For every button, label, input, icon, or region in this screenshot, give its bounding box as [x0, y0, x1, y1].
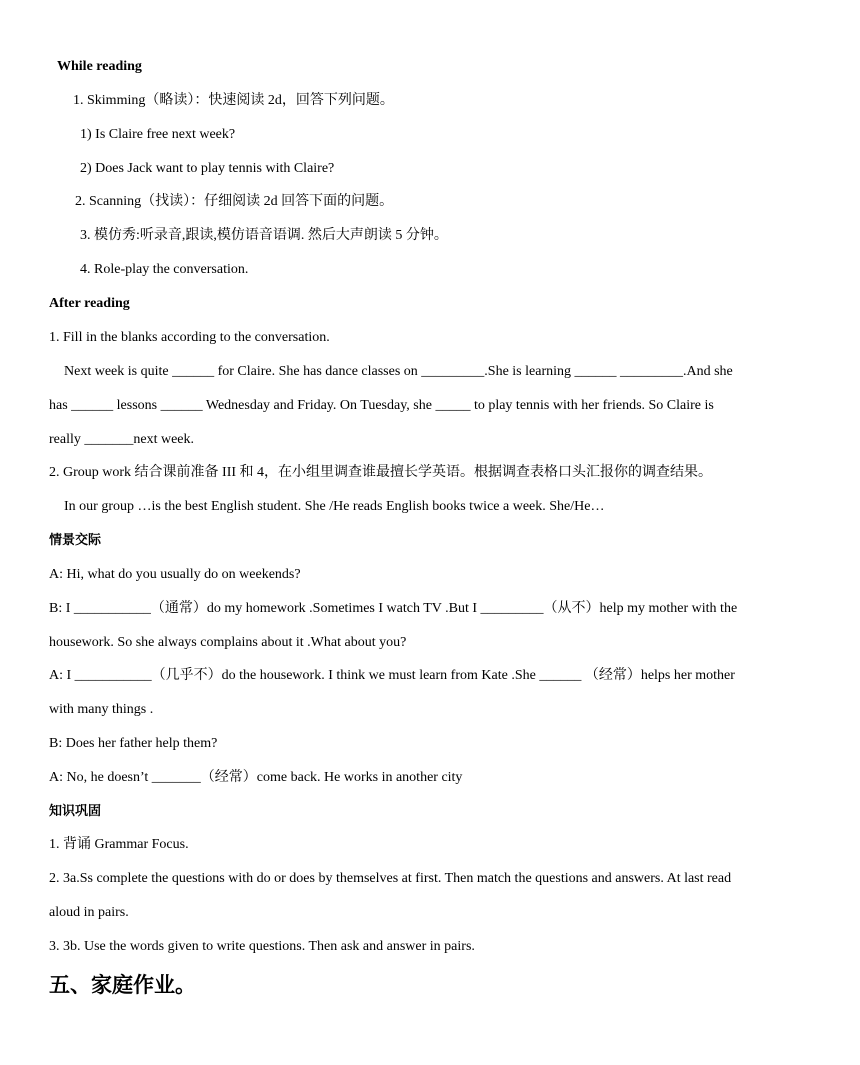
fill-blanks-text-line: Next week is quite ______ for Claire. She has dance classes on _________.She is learning ______ _________.And she — [64, 364, 733, 379]
fill-blanks-text-line: has ______ lessons ______ Wednesday and Friday. On Tuesday, she _____ to play tennis with her friends. So Claire is — [49, 398, 714, 413]
skimming-instruction: 1. Skimming（略读）：快速阅读 2d，回答下列问题。 — [73, 93, 394, 108]
homework-heading: 五、家庭作业。 — [49, 973, 196, 997]
while-reading-heading: While reading — [57, 59, 142, 74]
scanning-instruction: 2. Scanning（找读）：仔细阅读 2d 回答下面的问题。 — [75, 194, 394, 209]
dialogue-line: B: Does her father help them? — [49, 736, 218, 751]
consolidation-item: 1. 背诵 Grammar Focus. — [49, 837, 189, 852]
consolidation-item: 3. 3b. Use the words given to write questions. Then ask and answer in pairs. — [49, 939, 475, 954]
imitation-instruction: 3. 模仿秀:听录音,跟读,模仿语音语调. 然后大声朗读 5 分钟。 — [80, 228, 448, 243]
fill-blanks-text-line: really _______next week. — [49, 432, 195, 447]
role-play-instruction: 4. Role-play the conversation. — [80, 262, 249, 277]
dialogue-line: A: I ___________（几乎不）do the housework. I think we must learn from Kate .She ______ （经常）helps her mother — [49, 668, 735, 683]
dialogue-line: with many things . — [49, 702, 154, 717]
group-work-example: In our group …is the best English student. She /He reads English books twice a week. She/He… — [64, 499, 605, 514]
dialogue-line: A: Hi, what do you usually do on weekends? — [49, 567, 301, 582]
consolidation-item: 2. 3a.Ss complete the questions with do or does by themselves at first. Then match the questions and answers. At last read — [49, 871, 732, 886]
consolidation-item: aloud in pairs. — [49, 905, 129, 920]
fill-blanks-instruction: 1. Fill in the blanks according to the conversation. — [49, 330, 330, 345]
question-1: 1) Is Claire free next week? — [80, 127, 236, 142]
group-work-instruction: 2. Group work 结合课前准备 III 和 4，在小组里调查谁最擅长学英语。根据调查表格口头汇报你的调查结果。 — [49, 465, 713, 480]
dialogue-line: A: No, he doesn’t _______（经常）come back. He works in another city — [49, 770, 463, 785]
dialogue-heading: 情景交际 — [49, 533, 102, 548]
after-reading-heading: After reading — [49, 296, 130, 311]
question-2: 2) Does Jack want to play tennis with Claire? — [80, 161, 335, 176]
consolidation-heading: 知识巩固 — [49, 804, 102, 819]
dialogue-line: housework. So she always complains about it .What about you? — [49, 635, 407, 650]
dialogue-line: B: I ___________（通常）do my homework .Sometimes I watch TV .But I _________（从不）help my mother with the — [49, 601, 738, 616]
